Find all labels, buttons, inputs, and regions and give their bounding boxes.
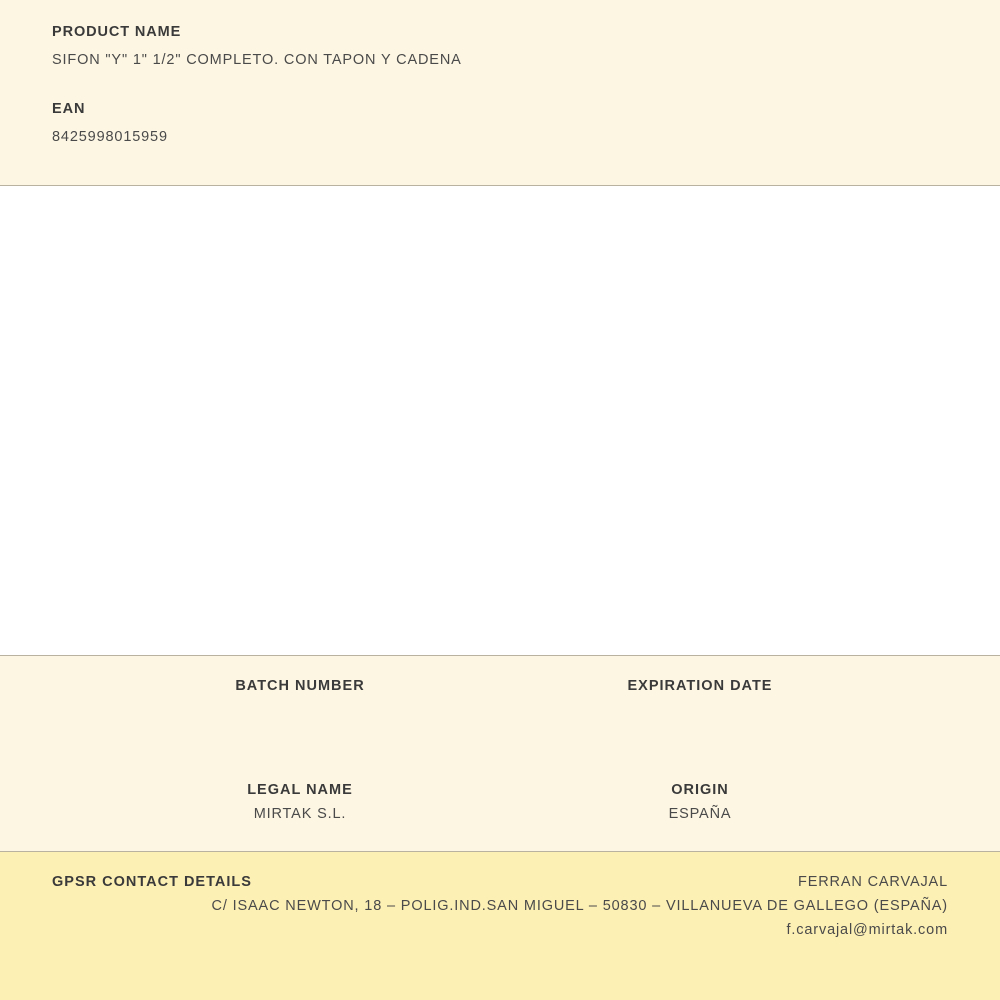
gpsr-contact-email[interactable]: f.carvajal@mirtak.com <box>786 922 948 938</box>
batch-number-cell <box>100 678 500 720</box>
gpsr-contact-address: C/ ISAAC NEWTON, 18 – POLIG.IND.SAN MIGUEL – 50830 – VILLANUEVA DE GALLEGO (ESPAÑA) <box>211 898 948 914</box>
legal-name-value: MIRTAK S.L. <box>253 806 347 822</box>
origin-label: ORIGIN <box>671 782 729 798</box>
product-info-block <box>0 0 1000 186</box>
product-name-label: PRODUCT NAME <box>52 24 182 40</box>
expiration-date-value <box>500 702 900 720</box>
batch-number-label: BATCH NUMBER <box>235 678 365 694</box>
ean-label: EAN <box>52 101 86 117</box>
gpsr-contact-details-label: GPSR CONTACT DETAILS <box>52 874 252 890</box>
legal-name-label: LEGAL NAME <box>247 782 353 798</box>
product-name-value: SIFON "Y" 1" 1/2" COMPLETO. CON TAPON Y CADENA <box>52 52 462 68</box>
ean-value: 8425998015959 <box>52 129 168 145</box>
batch-number-value <box>100 702 500 720</box>
batch-legal-info-block <box>0 656 1000 852</box>
origin-cell <box>500 782 900 824</box>
product-image-area <box>0 186 1000 656</box>
expiration-date-label: EXPIRATION DATE <box>627 678 773 694</box>
legal-name-cell <box>100 782 500 824</box>
gpsr-contact-name: FERRAN CARVAJAL <box>798 874 948 890</box>
gpsr-footer <box>0 852 1000 1000</box>
product-name-group <box>52 24 948 68</box>
legal-origin-row <box>0 782 1000 824</box>
batch-expiration-row <box>0 678 1000 720</box>
origin-value: ESPAÑA <box>668 806 732 822</box>
expiration-date-cell <box>500 678 900 720</box>
ean-group <box>52 101 948 145</box>
